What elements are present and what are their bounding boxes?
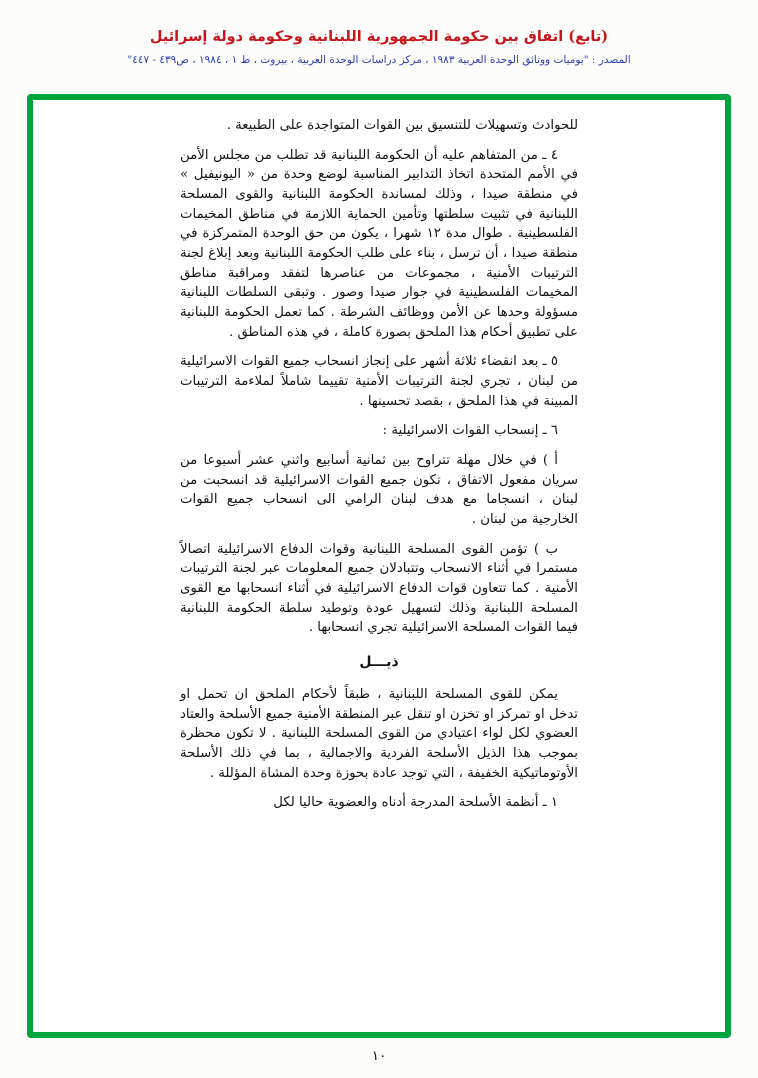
document-body-text <box>180 116 578 813</box>
paragraph-clause-6-heading: ٦ ـ إنسحاب القوات الاسرائيلية : <box>382 423 558 439</box>
paragraph-item-a: أ ) في خلال مهلة تتراوح بين ثمانية أسابيع واثني عشر أسبوعا من سريان مفعول الاتفاق ، تكون جميع القوات الاسرائيلية قد انسحبت من لبنان ، انسجاما مع هدف لبنان الرامي الى انسحاب جميع القوات الخارجية من لبنان . <box>180 453 578 528</box>
paragraph-appendix-intro: يمكن للقوى المسلحة اللبنانية ، طبقاً لأحكام الملحق ان تحمل او تدخل او تمركز او تخزن او تنقل عبر المنطقة الأمنية جميع الأسلحة والعتاد العضوي لكل لواء اعتيادي من القوى المسلحة اللبنانية . لا تكون محظرة بموجب هذا الذيل الأسلحة الفردية والاجمالية ، بما في ذلك الأسلحة الأوتوماتيكية الخفيفة ، التي توجد عادة بحوزة وحدة المشاة المؤللة . <box>180 686 578 781</box>
document-title: (تابع) اتفاق بين حكومة الجمهورية اللبنانية وحكومة دولة إسرائيل <box>149 28 609 45</box>
source-citation-line: المصدر : "يوميات ووثائق الوحدة العربية ١٩٨٣ ، مركز دراسات الوحدة العربية ، بيروت ، ط ١ ، ١٩٨٤ ، ص٤٣٩ - ٤٤٧" <box>127 54 631 66</box>
paragraph-clause-4: ٤ ـ من المتفاهم عليه أن الحكومة اللبنانية قد تطلب من مجلس الأمن في الأمم المتحدة اتخاذ التدابير المناسبة لوضع وحدة من « اليونيفيل » في منطقة صيدا ، وذلك لمساندة الحكومة اللبنانية والقوى المسلحة اللبنانية في تثبيت سلطتها وتأمين الحماية اللازمة في مناطق المخيمات الفلسطينية . طوال مدة ١٢ شهرا ، يكون من حق الوحدة المتمركزة في منطقة صيدا ، أن ترسل ، بناء على طلب الحكومة اللبنانية وبعد إبلاغ لجنة الترتيبات الأمنية ، مجموعات من عناصرها لتفقد ومراقبة مناطق المخيمات الفلسطينية في جوار صيدا وصور . وتبقى السلطات اللبنانية مسؤولة وحدها عن الأمن ووظائف الشرطة . كما تعمل الحكومة اللبنانية على تطبيق أحكام هذا الملحق بصورة كاملة ، في هذه المناطق . <box>180 147 578 340</box>
appendix-heading: ذيـــل <box>359 654 399 671</box>
paragraph-continuation: للحوادث وتسهيلات للتنسيق بين القوات المتواجدة على الطبيعة . <box>226 118 578 133</box>
document-header <box>0 0 758 66</box>
paragraph-item-b: ب ) تؤمن القوى المسلحة اللبنانية وقوات الدفاع الاسرائيلية اتصالاً مستمرا في أثناء الانسحاب وتتبادلان جميع المعلومات عبر لجنة الترتيبات الأمنية . كما تتعاون قوات الدفاع الاسرائيلية في أثناء انسحابها مع القوى المسلحة اللبنانية وذلك لتسهيل عودة وتوطيد سلطة الحكومة اللبنانية فيما القوات المسلحة الاسرائيلية تجري انسحابها . <box>180 541 578 636</box>
paragraph-appendix-item-1: ١ ـ أنظمة الأسلحة المدرجة أدناه والعضوية حاليا لكل <box>273 795 558 811</box>
paragraph-clause-5: ٥ ـ بعد انقضاء ثلاثة أشهر على إنجاز انسحاب جميع القوات الاسرائيلية من لبنان ، تجري لجنة الترتيبات الأمنية تقييما شاملاً لملاءمة الترتيبات المبينة في هذا الملحق ، بقصد تحسينها . <box>180 354 578 409</box>
green-border-frame <box>27 94 731 1038</box>
page-number: ١٠ <box>371 1048 387 1064</box>
